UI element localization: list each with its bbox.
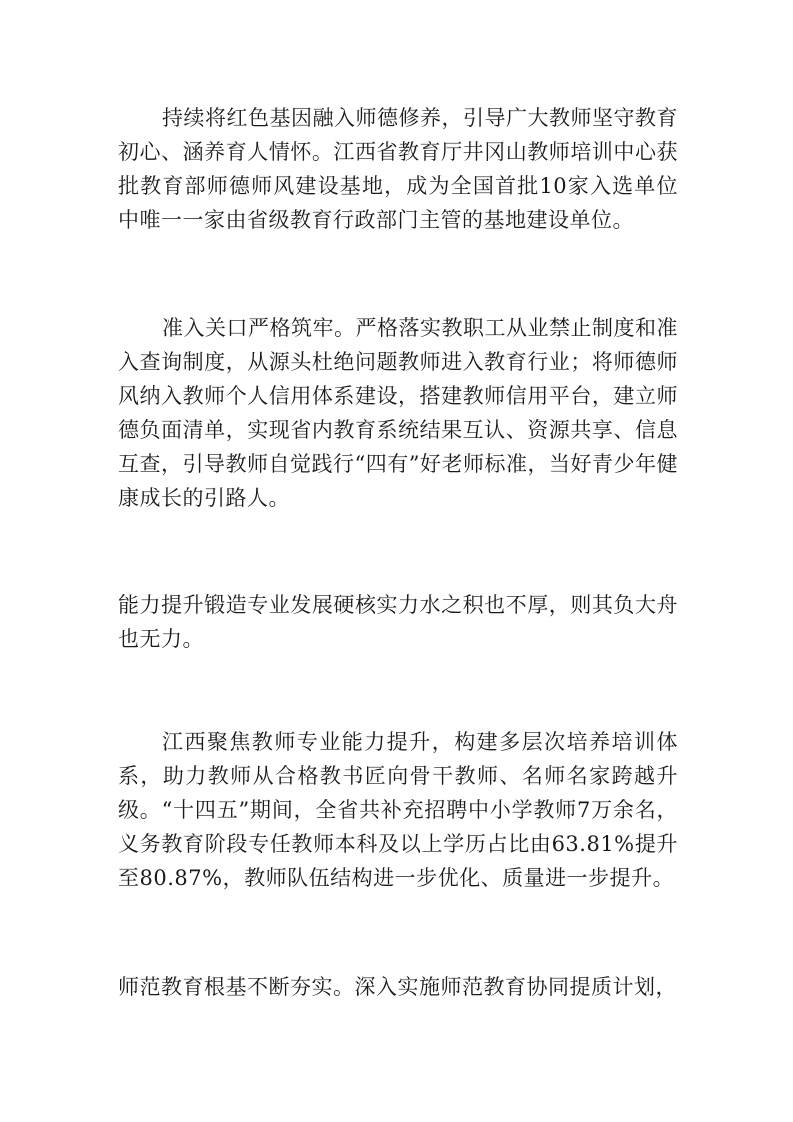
paragraph-professional-ability: 江西聚焦教师专业能力提升，构建多层次培养培训体系，助力教师从合格教书匠向骨干教师、名师名家跨越升级。“十四五”期间，全省共补充招聘中小学教师7万余名，义务教育阶段专任教师本科及以上学历占比由63.81%提升至80.87%，教师队伍结构进一步优化、质量进一步提升。 bbox=[118, 730, 678, 890]
paragraph-ability-heading: 能力提升锻造专业发展硬核实力水之积也不厚，则其负大舟也无力。 bbox=[118, 593, 678, 651]
paragraph-red-gene: 持续将红色基因融入师德修养，引导广大教师坚守教育初心、涵养育人情怀。江西省教育厅井冈山教师培训中心获批教育部师德师风建设基地，成为全国首批10家入选单位中唯一一家由省级教育行政部门主管的基地建设单位。 bbox=[118, 106, 678, 232]
paragraph-normal-education: 师范教育根基不断夯实。深入实施师范教育协同提质计划， bbox=[118, 975, 677, 999]
paragraph-admission-gate: 准入关口严格筑牢。严格落实教职工从业禁止制度和准入查询制度，从源头杜绝问题教师进入教育行业；将师德师风纳入教师个人信用体系建设，搭建教师信用平台，建立师德负面清单，实现省内教育系统结果互认、资源共享、信息互查，引导教师自觉践行“四有”好老师标准，当好青少年健康成长的引路人。 bbox=[118, 316, 678, 510]
